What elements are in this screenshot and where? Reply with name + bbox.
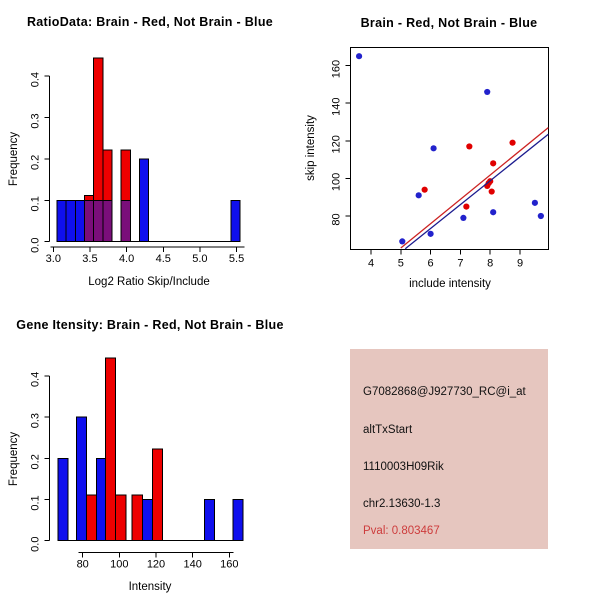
scatter-point-blue [484, 89, 490, 95]
scatter-point-blue [538, 213, 544, 219]
y-axis-tick-label: 0.1 [29, 495, 42, 511]
histogram-bar-blue [66, 200, 75, 241]
y-axis-tick-label: 100 [330, 172, 343, 192]
locus-text: chr2.13630-1.3 [363, 498, 441, 510]
y-axis-tick-label: 0.3 [29, 113, 42, 129]
x-axis-tick-label: 100 [110, 558, 129, 571]
histogram-bar-overlap [121, 200, 130, 241]
scatter-xlabel: include intensity [409, 278, 491, 290]
histogram-bar-blue [142, 500, 152, 541]
x-axis-tick-label: 4 [367, 257, 375, 270]
y-axis-tick-label: 140 [330, 97, 343, 116]
x-axis-tick-label: 140 [183, 558, 202, 571]
histogram-bar-blue [233, 500, 243, 541]
histogram-bar-red [132, 495, 142, 541]
x-axis-tick-label: 4.0 [118, 253, 135, 265]
ratio-histogram-title: RatioData: Brain - Red, Not Brain - Blue [26, 15, 274, 29]
gene-name-text: 1110003H09Rik [363, 461, 444, 473]
gene-info-panel [300, 300, 600, 600]
histogram-bar-red [152, 449, 162, 540]
histogram-bar-overlap [94, 200, 103, 241]
x-axis-tick-label: 5 [397, 257, 404, 270]
x-axis-tick-label: 8 [487, 257, 494, 270]
y-axis-tick-label: 0.2 [29, 454, 42, 470]
scatter-point-blue [428, 231, 434, 237]
scatter-point-blue [532, 200, 538, 206]
ratio-histogram-xlabel: Log2 Ratio Skip/Include [88, 276, 210, 288]
histogram-bar-red [106, 358, 116, 541]
scatter-point-red [466, 143, 472, 149]
intensity-scatter-panel [300, 0, 600, 300]
x-axis-tick-label: 6 [427, 257, 434, 270]
scatter-point-blue [490, 209, 496, 215]
scatter-ylabel: skip intensity [305, 115, 317, 181]
scatter-title: Brain - Red, Not Brain - Blue [360, 16, 538, 30]
scatter-point-blue [356, 53, 362, 59]
y-axis-tick-label: 0.4 [29, 371, 42, 388]
histogram-bar-overlap [84, 200, 93, 241]
scatter-point-red [489, 188, 495, 194]
scatter-plot-area [331, 48, 549, 270]
x-axis-tick-label: 80 [76, 558, 89, 571]
scatter-point-red [463, 204, 469, 210]
x-axis-tick-label: 9 [516, 257, 524, 270]
histogram-bar-blue [76, 417, 86, 541]
histogram-bar-blue [96, 458, 105, 540]
gene-intensity-histogram-panel [0, 300, 300, 600]
y-axis-tick-label: 0.2 [29, 154, 42, 171]
pval-text: Pval: 0.803467 [363, 525, 440, 537]
y-axis-tick-label: 0.1 [29, 196, 42, 212]
scatter-point-blue [399, 238, 405, 244]
gene-histogram-plot-area [29, 358, 243, 571]
y-axis-tick-label: 160 [330, 59, 343, 79]
y-axis-tick-label: 80 [330, 213, 343, 226]
histogram-bar-red [86, 495, 96, 541]
y-axis-tick-label: 0.4 [29, 71, 42, 88]
ratio-histogram-panel [0, 0, 300, 300]
y-axis-tick-label: 0.0 [29, 237, 42, 253]
histogram-bar-blue [231, 200, 240, 241]
x-axis-tick-label: 3.0 [45, 253, 61, 265]
histogram-bar-blue [57, 200, 66, 241]
histogram-bar-blue [205, 500, 215, 541]
histogram-bar-blue [139, 159, 148, 242]
scatter-point-red [509, 140, 515, 146]
y-axis-tick-label: 120 [330, 135, 343, 154]
histogram-bar-blue [58, 458, 68, 540]
x-axis-tick-label: 5.0 [192, 253, 208, 265]
scatter-point-blue [416, 192, 422, 198]
ratio-histogram-ylabel: Frequency [8, 131, 20, 187]
x-axis-tick-label: 120 [146, 558, 166, 571]
scatter-point-red [422, 187, 428, 193]
ratio-histogram-plot-area [29, 58, 244, 265]
y-axis-tick-label: 0.3 [29, 412, 42, 429]
scatter-point-red [490, 160, 496, 166]
y-axis-tick-label: 0.0 [29, 536, 42, 552]
gene-histogram-xlabel: Intensity [128, 581, 172, 593]
x-axis-tick-label: 3.5 [82, 253, 98, 265]
event-type-text: altTxStart [363, 424, 413, 436]
scatter-point-blue [460, 215, 466, 221]
probe-id-text: G7082868@J927730_RC@i_at [363, 386, 526, 398]
plot-box [351, 48, 549, 250]
x-axis-tick-label: 160 [220, 558, 239, 571]
x-axis-tick-label: 4.5 [155, 253, 171, 265]
gene-histogram-ylabel: Frequency [8, 431, 20, 487]
x-axis-tick-label: 5.5 [228, 253, 245, 265]
scatter-point-blue [430, 145, 436, 151]
x-axis-tick-label: 7 [457, 257, 464, 270]
gene-info-box [350, 349, 548, 549]
histogram-bar-blue [75, 200, 84, 241]
histogram-bar-overlap [103, 200, 112, 241]
histogram-bar-red [116, 495, 126, 541]
gene-histogram-title: Gene Itensity: Brain - Red, Not Brain - Blue [16, 318, 284, 332]
